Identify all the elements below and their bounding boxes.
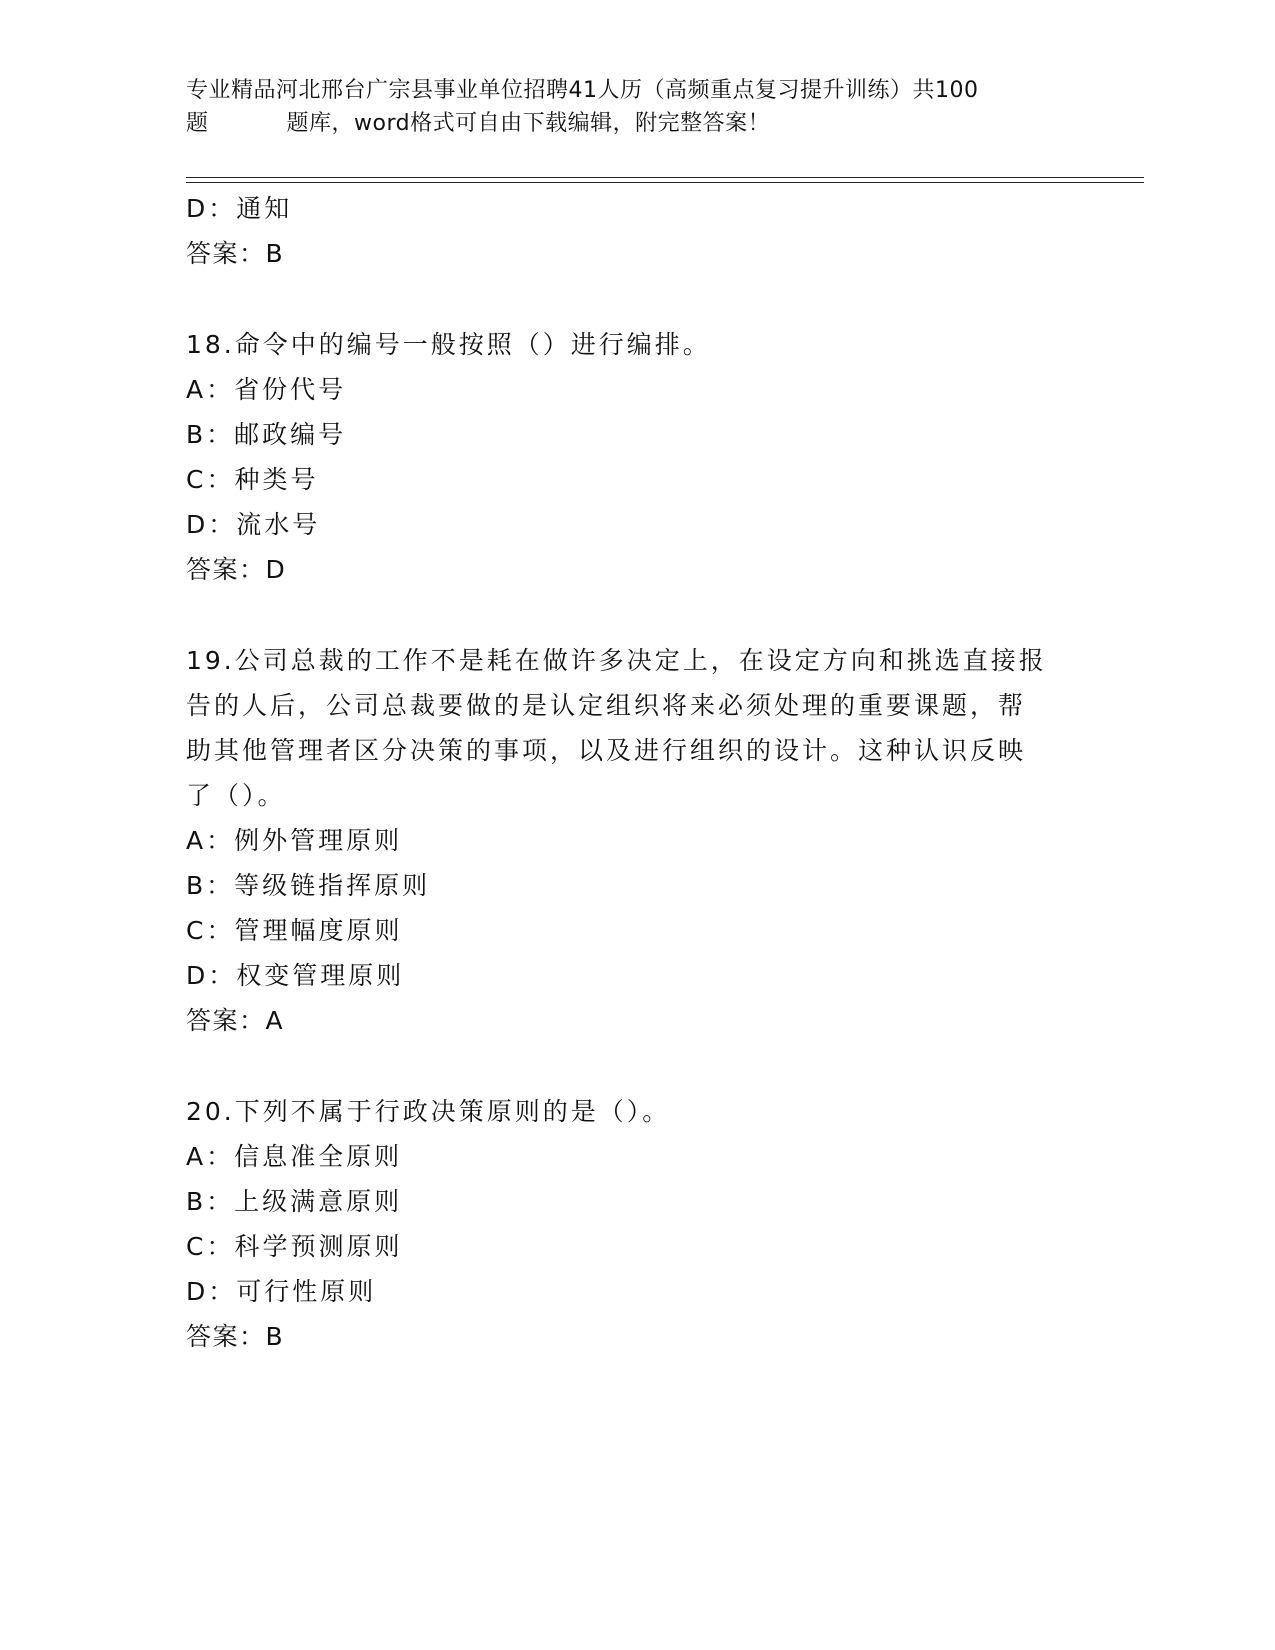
question-stem-line: 19.公司总裁的工作不是耗在做许多决定上，在设定方向和挑选直接报 xyxy=(186,646,1047,675)
question-content xyxy=(186,186,1086,1359)
question-stem-line: 告的人后，公司总裁要做的是认定组织将来必须处理的重要课题，帮 xyxy=(186,691,1027,720)
header-title-line-1: 专业精品河北邢台广宗县事业单位招聘41人历（高频重点复习提升训练）共100 xyxy=(186,78,979,103)
question-stem-line: 助其他管理者区分决策的事项，以及进行组织的设计。这种认识反映 xyxy=(186,736,1027,765)
header-title-line-2-left: 题 xyxy=(186,111,209,136)
option-c: C：科学预测原则 xyxy=(186,1232,403,1261)
header-divider-bottom xyxy=(186,182,1144,183)
header-divider-top xyxy=(186,177,1144,178)
page-header xyxy=(186,74,1086,140)
question-18 xyxy=(186,322,1086,592)
question-stem-line: 了（）。 xyxy=(186,781,286,810)
option-d: D：通知 xyxy=(186,194,293,223)
answer-line: 答案：A xyxy=(186,1006,285,1035)
option-b: B：等级链指挥原则 xyxy=(186,871,431,900)
option-c: C：种类号 xyxy=(186,465,319,494)
option-b: B：上级满意原则 xyxy=(186,1187,403,1216)
question-stem-line: 20.下列不属于行政决策原则的是（）。 xyxy=(186,1097,671,1126)
answer-line: 答案：B xyxy=(186,1322,285,1351)
option-d: D：流水号 xyxy=(186,510,321,539)
option-d: D：可行性原则 xyxy=(186,1277,377,1306)
header-title-line-2-right: 题库，word格式可自由下载编辑，附完整答案！ xyxy=(286,111,771,136)
question-19 xyxy=(186,638,1086,1043)
question-20 xyxy=(186,1089,1086,1359)
option-b: B：邮政编号 xyxy=(186,420,347,449)
answer-line: 答案：B xyxy=(186,239,285,268)
option-a: A：省份代号 xyxy=(186,375,347,404)
option-a: A：信息准全原则 xyxy=(186,1142,403,1171)
question-stem-line: 18.命令中的编号一般按照（）进行编排。 xyxy=(186,330,711,359)
previous-question-continuation xyxy=(186,186,1086,276)
header-title-line-2 xyxy=(186,107,1086,140)
question-stem xyxy=(186,638,1066,818)
option-c: C：管理幅度原则 xyxy=(186,916,403,945)
question-stem xyxy=(186,1089,1066,1134)
question-stem xyxy=(186,322,1066,367)
answer-line: 答案：D xyxy=(186,555,287,584)
option-a: A：例外管理原则 xyxy=(186,826,403,855)
option-d: D：权变管理原则 xyxy=(186,961,405,990)
